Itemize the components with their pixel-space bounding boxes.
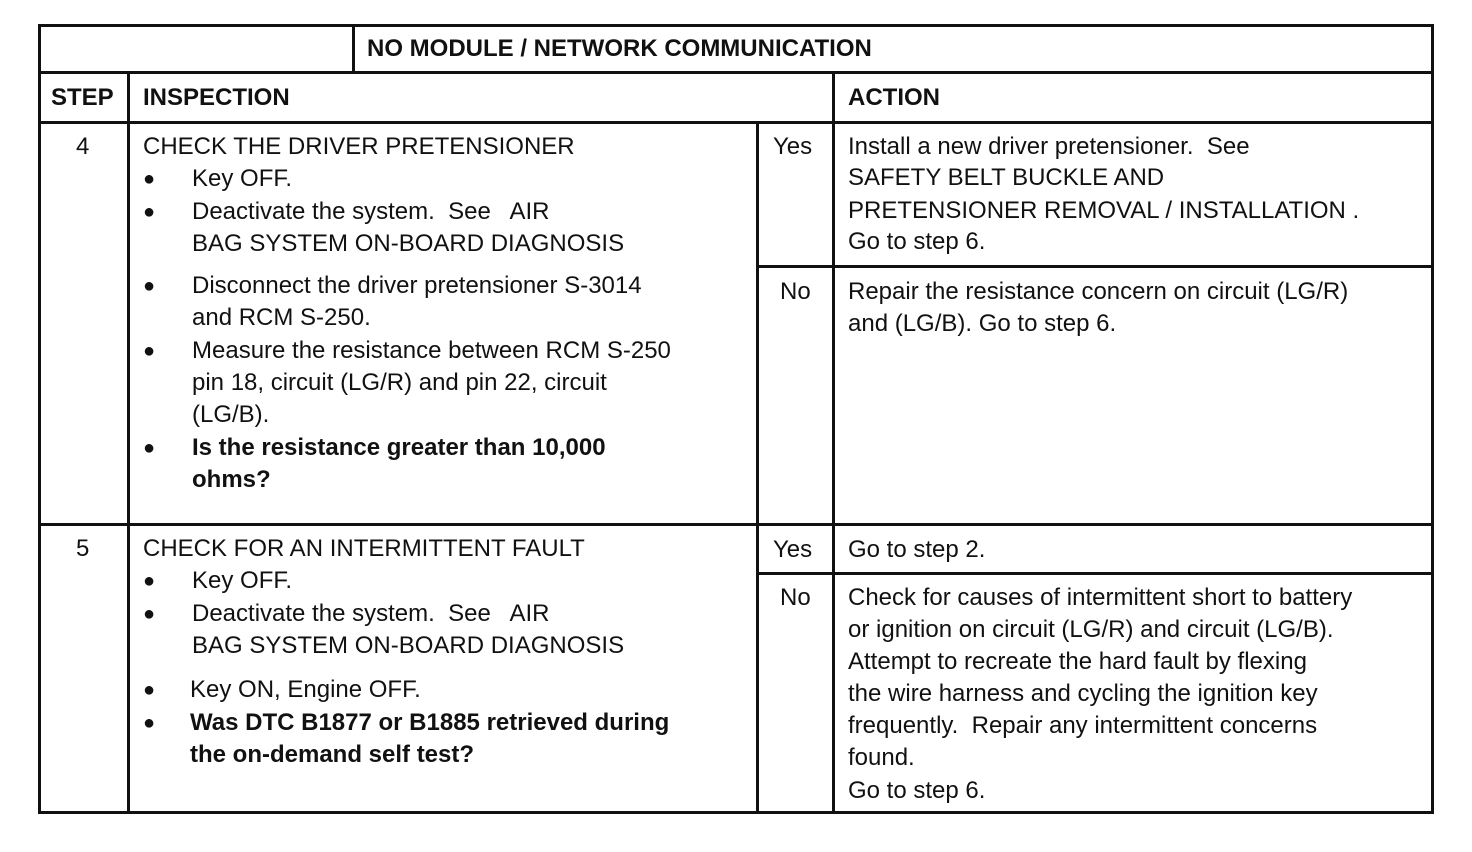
rule-header-bottom (38, 121, 1434, 124)
inspection-bullet-continued: BAG SYSTEM ON-BOARD DIAGNOSIS (192, 230, 625, 257)
inspection-bullet: Key ON, Engine OFF. (190, 676, 421, 703)
inspection-bullet-continued: and RCM S-250. (192, 304, 371, 331)
action-text: Install a new driver pretensioner. See (848, 133, 1250, 160)
inspection-bullet: Key OFF. (192, 567, 293, 594)
rule-step-col (127, 72, 130, 814)
action-text: Go to step 2. (848, 536, 986, 563)
rule-action-col (832, 72, 835, 814)
yes-label: Yes (773, 536, 813, 563)
bullet-icon: ● (143, 570, 156, 592)
action-text: the wire harness and cycling the ignition key (848, 680, 1318, 707)
table-title: NO MODULE / NETWORK COMMUNICATION (367, 35, 872, 62)
inspection-bullet: Disconnect the driver pretensioner S-3014 (192, 272, 642, 299)
inspection-question: Was DTC B1877 or B1885 retrieved during (190, 709, 670, 736)
rule-yesno-col (756, 122, 759, 814)
inspection-bullet: Deactivate the system. See AIR (192, 600, 550, 627)
action-text: SAFETY BELT BUCKLE AND (848, 164, 1165, 191)
action-text: Go to step 6. (848, 777, 986, 804)
inspection-bullet: Measure the resistance between RCM S-250 (192, 337, 671, 364)
action-text: found. (848, 744, 915, 771)
bullet-icon: ● (143, 168, 156, 190)
no-label: No (780, 584, 811, 611)
inspection-question-continued: the on-demand self test? (190, 741, 475, 768)
bullet-icon: ● (143, 340, 156, 362)
header-action: ACTION (848, 84, 940, 111)
inspection-bullet-continued: pin 18, circuit (LG/R) and pin 22, circuit (192, 369, 607, 396)
action-text: Check for causes of intermittent short to battery (848, 584, 1353, 611)
inspection-bullet-continued: BAG SYSTEM ON-BOARD DIAGNOSIS (192, 632, 625, 659)
action-text: and (LG/B). Go to step 6. (848, 310, 1117, 337)
action-text: PRETENSIONER REMOVAL / INSTALLATION . (848, 197, 1360, 224)
bullet-icon: ● (143, 437, 156, 459)
bullet-icon: ● (143, 275, 156, 297)
rule-row4-bottom (38, 523, 1434, 526)
rule-row4-yes-bottom (758, 265, 1434, 268)
rule-title-left (352, 24, 355, 73)
bullet-icon: ● (143, 679, 156, 701)
inspection-heading: CHECK FOR AN INTERMITTENT FAULT (143, 535, 585, 562)
action-text: Go to step 6. (848, 228, 986, 255)
no-label: No (780, 278, 811, 305)
bullet-icon: ● (143, 201, 156, 223)
inspection-bullet: Key OFF. (192, 165, 293, 192)
bullet-icon: ● (143, 712, 156, 734)
step-number: 4 (76, 133, 90, 160)
inspection-bullet: Deactivate the system. See AIR (192, 198, 550, 225)
action-text: frequently. Repair any intermittent concerns (848, 712, 1318, 739)
rule-title-bottom (38, 71, 1434, 74)
action-text: Repair the resistance concern on circuit (LG/R) (848, 278, 1349, 305)
inspection-question-continued: ohms? (192, 466, 271, 493)
rule-row5-yes-bottom (758, 572, 1434, 575)
inspection-heading: CHECK THE DRIVER PRETENSIONER (143, 133, 575, 160)
inspection-bullet-continued: (LG/B). (192, 401, 270, 428)
header-inspection: INSPECTION (143, 84, 290, 111)
yes-label: Yes (773, 133, 813, 160)
action-text: Attempt to recreate the hard fault by flexing (848, 648, 1307, 675)
header-step: STEP (51, 84, 114, 111)
step-number: 5 (76, 535, 90, 562)
inspection-question: Is the resistance greater than 10,000 (192, 434, 606, 461)
action-text: or ignition on circuit (LG/R) and circuit (LG/B). (848, 616, 1334, 643)
bullet-icon: ● (143, 603, 156, 625)
